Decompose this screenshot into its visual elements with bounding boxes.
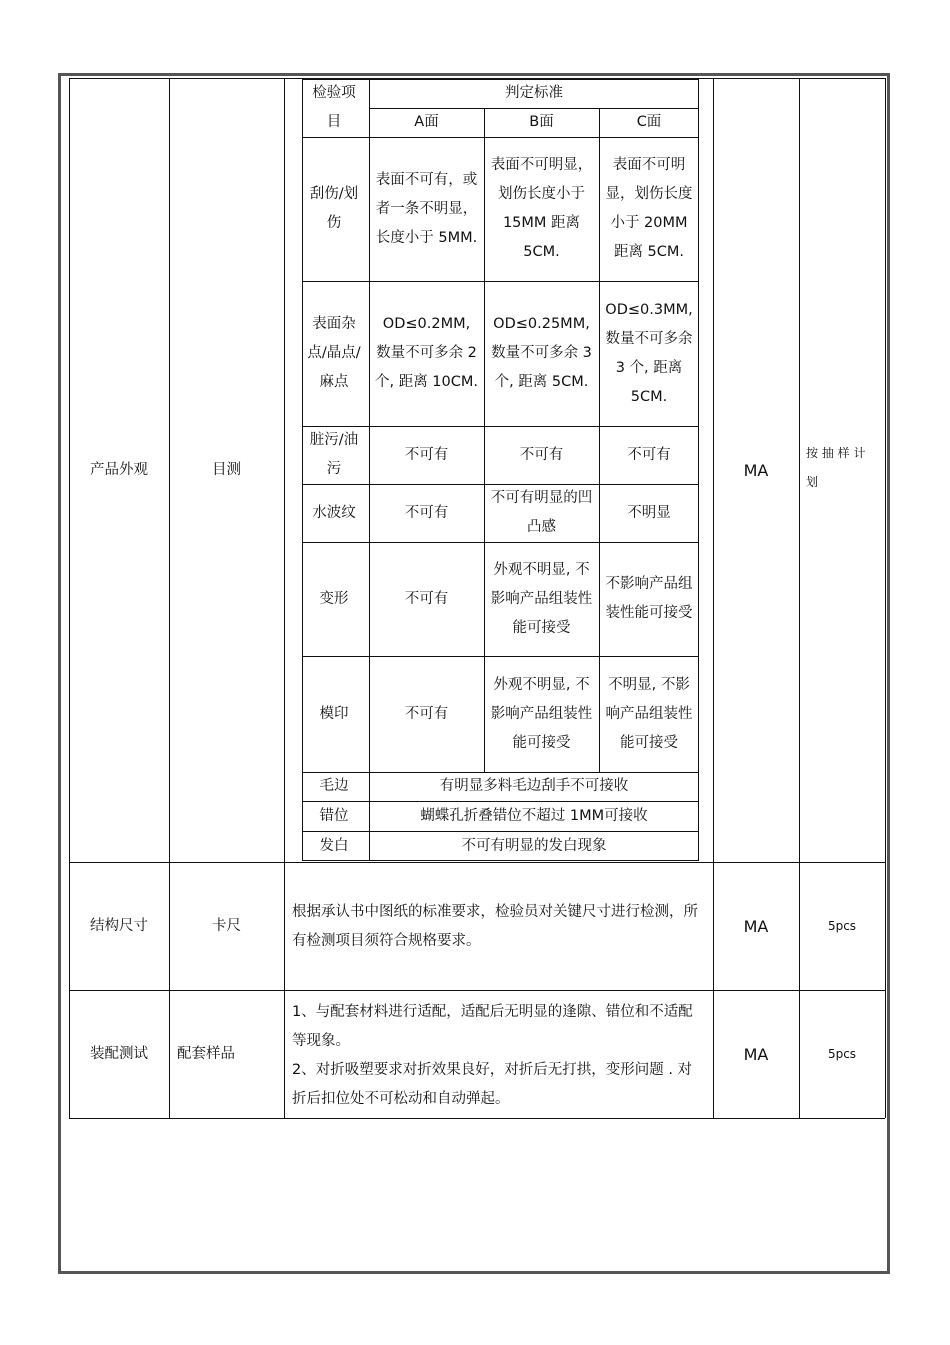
sample-plan: 按 抽 样 计 划 (806, 446, 866, 489)
criteria-b: 表面不可明显，划伤长度小于 15MM 距离 5CM. (490, 157, 593, 260)
inspection-item: 产品外观 (90, 461, 148, 478)
defect-name: 发白 (319, 837, 349, 854)
criteria-b: 外观不明显, 不影响产品组装性能可接受 (490, 561, 593, 636)
inspection-description-1: 1、与配套材料进行适配，适配后无明显的逢隙、错位和不适配等现象。 (292, 1004, 693, 1049)
defect-name: 表面杂点/晶点/麻点 (307, 316, 361, 390)
col-line (885, 78, 886, 1118)
inspection-item: 装配测试 (90, 1045, 148, 1062)
header-judgment-standard: 判定标准 (505, 85, 563, 101)
defect-name: 刮伤/划伤 (309, 186, 359, 231)
inspection-description: 根据承认书中图纸的标准要求，检验员对关键尺寸进行检测，所有检测项目须符合规格要求。 (292, 904, 698, 949)
criteria-c: OD≤0.3MM, 数量不可多余 3 个, 距离 5CM. (605, 301, 693, 405)
criteria-a: 不可有 (404, 446, 449, 463)
criteria-a: OD≤0.2MM, 数量不可多余 2 个, 距离 10CM. (374, 316, 479, 390)
inner-col-line (484, 108, 485, 772)
header-inspection-item: 检验项目 (312, 85, 356, 130)
inner-col-line (599, 108, 600, 772)
inner-col-line (369, 79, 370, 861)
defect-name: 脏污/油污 (309, 432, 359, 477)
criteria-a: 不可有 (404, 590, 449, 607)
sample-size: 5pcs (827, 1046, 857, 1061)
inspection-description-2: 2、对折吸塑要求对折效果良好，对折后无打拱，变形问题 . 对折后扣位处不可松动和自动弹起。 (292, 1062, 693, 1107)
criteria-c: 不可有 (627, 446, 671, 463)
defect-name: 水波纹 (312, 504, 356, 521)
inspection-item: 结构尺寸 (90, 917, 148, 934)
criteria-b: 不可有 (519, 446, 564, 463)
criteria-merged: 不可有明显的发白现象 (461, 837, 607, 854)
inspection-method: 卡尺 (212, 917, 241, 934)
header-face-a: A面 (414, 114, 439, 130)
criteria-c: 不明显 (627, 504, 671, 521)
defect-level: MA (743, 916, 769, 936)
criteria-b: OD≤0.25MM, 数量不可多余 3 个, 距离 5CM. (491, 316, 592, 390)
col-line (284, 78, 285, 1118)
defect-name: 毛边 (319, 778, 349, 794)
criteria-c: 不明显, 不影响产品组装性能可接受 (605, 676, 693, 751)
defect-level: MA (743, 1044, 769, 1064)
criteria-merged: 有明显多料毛边刮手不可接收 (439, 778, 629, 794)
criteria-a: 不可有 (404, 504, 449, 521)
header-face-b: B面 (529, 114, 554, 130)
defect-name: 模印 (319, 705, 349, 722)
criteria-a: 不可有 (404, 705, 449, 722)
criteria-a: 表面不可有，或者一条不明显，长度小于 5MM. (375, 171, 478, 246)
defect-level: MA (743, 460, 769, 480)
criteria-merged: 蝴蝶孔折叠错位不超过 1MM可接收 (420, 807, 648, 824)
criteria-c: 表面不可明显，划伤长度小于 20MM 距离 5CM. (605, 157, 693, 260)
criteria-b: 不可有明显的凹凸感 (490, 490, 593, 535)
defect-name: 变形 (319, 590, 349, 607)
defect-name: 错位 (319, 807, 349, 824)
inspection-method: 配套样品 (177, 1045, 235, 1062)
header-face-c: C面 (636, 114, 662, 130)
inspection-method: 目测 (212, 461, 241, 478)
criteria-c: 不影响产品组装性能可接受 (605, 576, 693, 621)
criteria-b: 外观不明显, 不影响产品组装性能可接受 (490, 676, 593, 751)
sample-size: 5pcs (827, 918, 857, 933)
table-bottom-line (69, 1118, 885, 1119)
